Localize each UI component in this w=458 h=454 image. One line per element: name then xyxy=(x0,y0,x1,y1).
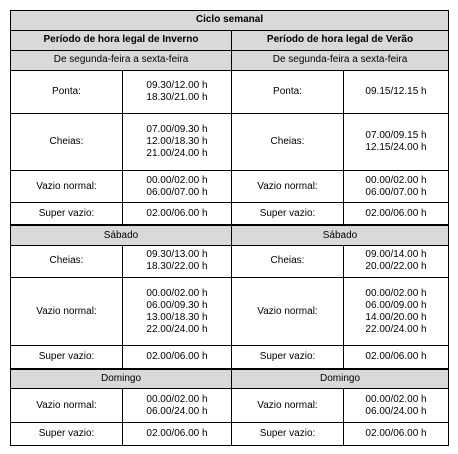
summer-time-ranges xyxy=(344,202,449,225)
time-range: 18.30/21.00 h xyxy=(146,91,208,103)
summer-period-header: Período de hora legal de Verão xyxy=(232,30,449,50)
winter-period-label: Super vazio: xyxy=(11,346,123,369)
time-range: 00.00/02.00 h xyxy=(365,393,427,405)
time-range: 06.00/07.00 h xyxy=(146,186,208,198)
time-range: 14.00/20.00 h xyxy=(365,311,427,323)
weekday-tariff-row xyxy=(11,113,449,171)
time-range: 02.00/06.00 h xyxy=(146,207,208,219)
winter-weekday-label: De segunda-feira a sexta-feira xyxy=(11,50,232,70)
summer-period-label: Vazio normal: xyxy=(232,278,344,346)
summer-time-ranges xyxy=(344,278,449,346)
time-range: 09.30/12.00 h xyxy=(146,79,208,91)
summer-sunday-label: Domingo xyxy=(232,369,449,389)
summer-time-ranges xyxy=(344,422,449,445)
winter-time-ranges xyxy=(123,113,232,171)
time-range: 22.00/24.00 h xyxy=(365,323,427,335)
time-range: 06.00/07.00 h xyxy=(365,186,427,198)
time-range: 12.15/24.00 h xyxy=(365,142,427,153)
winter-period-label: Super vazio: xyxy=(11,422,123,445)
time-range: 00.00/02.00 h xyxy=(146,174,208,186)
sunday-header-row xyxy=(11,369,449,389)
summer-time-ranges xyxy=(344,70,449,113)
sunday-tariff-row xyxy=(11,422,449,445)
winter-period-label: Cheias: xyxy=(11,245,123,277)
title-row xyxy=(11,11,449,31)
time-range: 06.00/09.30 h xyxy=(146,299,208,311)
winter-period-label: Vazio normal: xyxy=(11,278,123,346)
summer-time-ranges xyxy=(344,171,449,202)
summer-period-label: Ponta: xyxy=(232,70,344,113)
winter-time-ranges xyxy=(123,278,232,346)
summer-period-label: Cheias: xyxy=(232,245,344,277)
winter-saturday-label: Sábado xyxy=(11,225,232,245)
time-range: 18.30/22.00 h xyxy=(146,261,208,273)
time-range: 12.00/18.30 h xyxy=(146,136,208,147)
summer-period-label: Super vazio: xyxy=(232,202,344,225)
summer-period-label: Vazio normal: xyxy=(232,389,344,423)
time-range: 09.30/13.00 h xyxy=(146,249,208,261)
time-range: 13.00/18.30 h xyxy=(146,311,208,323)
saturday-tariff-row xyxy=(11,346,449,369)
summer-time-ranges xyxy=(344,389,449,423)
time-range: 22.00/24.00 h xyxy=(146,323,208,335)
winter-time-ranges xyxy=(123,389,232,423)
time-range: 02.00/06.00 h xyxy=(365,351,427,363)
winter-sunday-label: Domingo xyxy=(11,369,232,389)
time-range: 07.00/09.30 h xyxy=(146,124,208,135)
winter-period-label: Cheias: xyxy=(11,113,123,171)
saturday-tariff-row xyxy=(11,245,449,277)
saturday-tariff-row xyxy=(11,278,449,346)
time-range: 02.00/06.00 h xyxy=(146,427,208,439)
summer-period-label: Super vazio: xyxy=(232,422,344,445)
weekday-tariff-row xyxy=(11,202,449,225)
winter-time-ranges xyxy=(123,346,232,369)
time-range: 02.00/06.00 h xyxy=(365,207,427,219)
winter-time-ranges xyxy=(123,70,232,113)
time-range: 21.00/24.00 h xyxy=(146,148,208,159)
winter-period-label: Ponta: xyxy=(11,70,123,113)
table-title: Ciclo semanal xyxy=(11,11,449,31)
summer-time-ranges xyxy=(344,113,449,171)
winter-period-header: Período de hora legal de Inverno xyxy=(11,30,232,50)
sunday-tariff-row xyxy=(11,389,449,423)
summer-time-ranges xyxy=(344,346,449,369)
time-range: 00.00/02.00 h xyxy=(146,287,208,299)
time-range: 09.00/14.00 h xyxy=(365,249,427,261)
time-range: 00.00/02.00 h xyxy=(146,393,208,405)
weekday-header-row xyxy=(11,50,449,70)
winter-time-ranges xyxy=(123,202,232,225)
summer-period-label: Cheias: xyxy=(232,113,344,171)
weekly-cycle-table xyxy=(10,10,449,446)
summer-period-label: Vazio normal: xyxy=(232,171,344,202)
winter-period-label: Vazio normal: xyxy=(11,171,123,202)
weekday-tariff-row xyxy=(11,70,449,113)
time-range: 06.00/24.00 h xyxy=(146,405,208,417)
time-range: 00.00/02.00 h xyxy=(365,174,427,186)
winter-period-label: Super vazio: xyxy=(11,202,123,225)
time-range: 09.15/12.15 h xyxy=(365,85,427,97)
summer-saturday-label: Sábado xyxy=(232,225,449,245)
saturday-header-row xyxy=(11,225,449,245)
time-range: 06.00/24.00 h xyxy=(365,405,427,417)
winter-period-label: Vazio normal: xyxy=(11,389,123,423)
summer-time-ranges xyxy=(344,245,449,277)
time-range: 02.00/06.00 h xyxy=(365,427,427,439)
season-header-row xyxy=(11,30,449,50)
table-body xyxy=(11,11,449,446)
time-range: 07.00/09.15 h xyxy=(365,130,427,141)
winter-time-ranges xyxy=(123,245,232,277)
weekday-tariff-row xyxy=(11,171,449,202)
time-range: 00.00/02.00 h xyxy=(365,287,427,299)
time-range: 20.00/22.00 h xyxy=(365,261,427,273)
time-range: 02.00/06.00 h xyxy=(146,351,208,363)
summer-weekday-label: De segunda-feira a sexta-feira xyxy=(232,50,449,70)
winter-time-ranges xyxy=(123,422,232,445)
time-range: 06.00/09.00 h xyxy=(365,299,427,311)
winter-time-ranges xyxy=(123,171,232,202)
summer-period-label: Super vazio: xyxy=(232,346,344,369)
